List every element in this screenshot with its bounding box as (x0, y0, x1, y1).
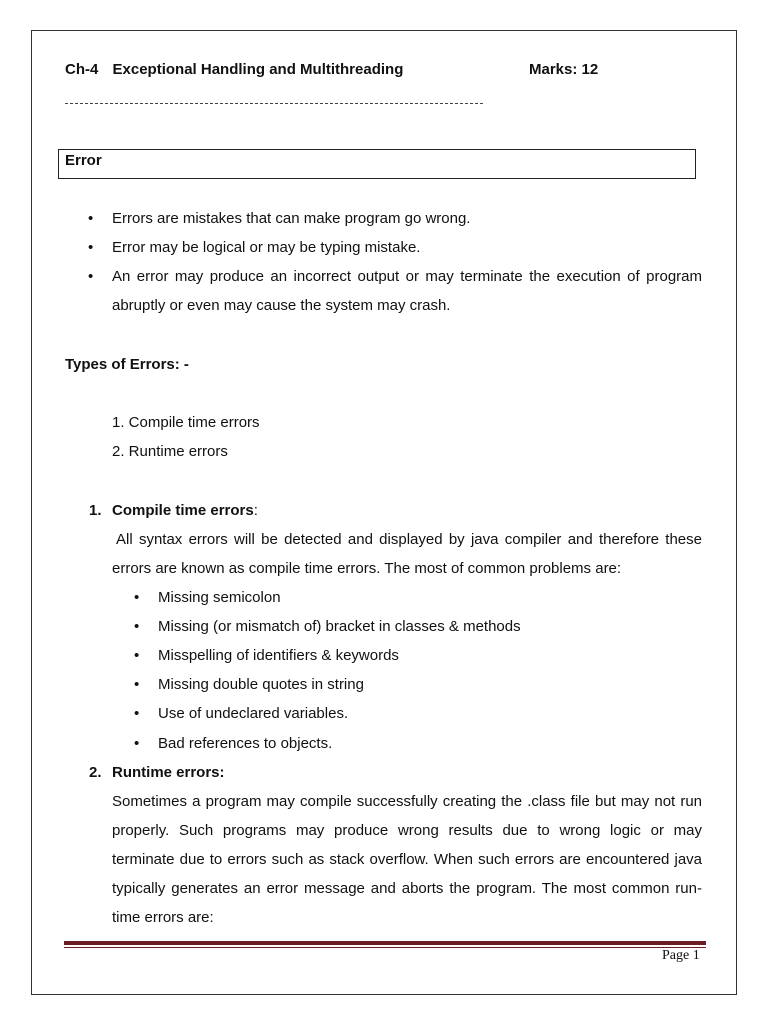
bullet-icon: • (88, 210, 94, 227)
footer-rule-thin (64, 947, 706, 948)
runtime-para-line-2: properly. Such programs may produce wrong results due to wrong logic or may (112, 822, 702, 839)
page-number: Page 1 (662, 948, 700, 963)
bullet-icon: • (134, 676, 140, 693)
header-divider (65, 103, 483, 104)
runtime-heading: Runtime errors: (112, 764, 225, 781)
marks-label: Marks: 12 (529, 61, 599, 78)
problem-item: Missing double quotes in string (158, 676, 364, 693)
compile-time-para-line-2: errors are known as compile time errors. The most of common problems are: (112, 560, 622, 577)
bullet-icon: • (134, 647, 140, 664)
compile-time-colon: : (253, 502, 258, 519)
chapter-title (65, 61, 403, 78)
compile-time-para-line-1: All syntax errors will be detected and displayed by java compiler and therefore these (116, 531, 702, 548)
chapter-name: Exceptional Handling and Multithreading (112, 61, 404, 78)
types-item-2: 2. Runtime errors (112, 443, 228, 460)
runtime-para-line-5: time errors are: (112, 909, 214, 926)
bullet-icon: • (134, 618, 140, 635)
error-section-box (58, 149, 696, 179)
error-bullet-2: Error may be logical or may be typing mistake. (112, 239, 421, 256)
problem-item: Use of undeclared variables. (158, 705, 349, 722)
runtime-number: 2. (89, 764, 102, 781)
problem-item: Missing (or mismatch of) bracket in classes & methods (158, 618, 521, 635)
compile-time-heading (112, 501, 258, 521)
problem-item: Bad references to objects. (158, 735, 333, 752)
chapter-number: Ch-4 (65, 61, 99, 78)
error-bullet-3-line-2: abruptly or even may cause the system may crash. (112, 297, 451, 314)
error-heading: Error (65, 152, 102, 169)
problem-item: Misspelling of identifiers & keywords (158, 647, 399, 664)
error-bullet-3-line-1: An error may produce an incorrect output or may terminate the execution of program (112, 268, 702, 285)
types-heading: Types of Errors: - (65, 356, 189, 373)
bullet-icon: • (134, 705, 140, 722)
footer-rule-thick (64, 941, 706, 945)
bullet-icon: • (88, 239, 94, 256)
runtime-para-line-4: typically generates an error message and aborts the program. The most common run- (112, 880, 702, 897)
compile-time-title: Compile time errors (112, 502, 254, 519)
runtime-para-line-1: Sometimes a program may compile successfully creating the .class file but may not run (112, 793, 702, 810)
bullet-icon: • (134, 735, 140, 752)
compile-time-number: 1. (89, 502, 102, 519)
runtime-para-line-3: terminate due to errors such as stack overflow. When such errors are encountered java (112, 851, 702, 868)
types-item-1: 1. Compile time errors (112, 414, 260, 431)
problem-item: Missing semicolon (158, 589, 281, 606)
bullet-icon: • (88, 268, 94, 285)
bullet-icon: • (134, 589, 140, 606)
error-bullet-1: Errors are mistakes that can make program go wrong. (112, 210, 471, 227)
